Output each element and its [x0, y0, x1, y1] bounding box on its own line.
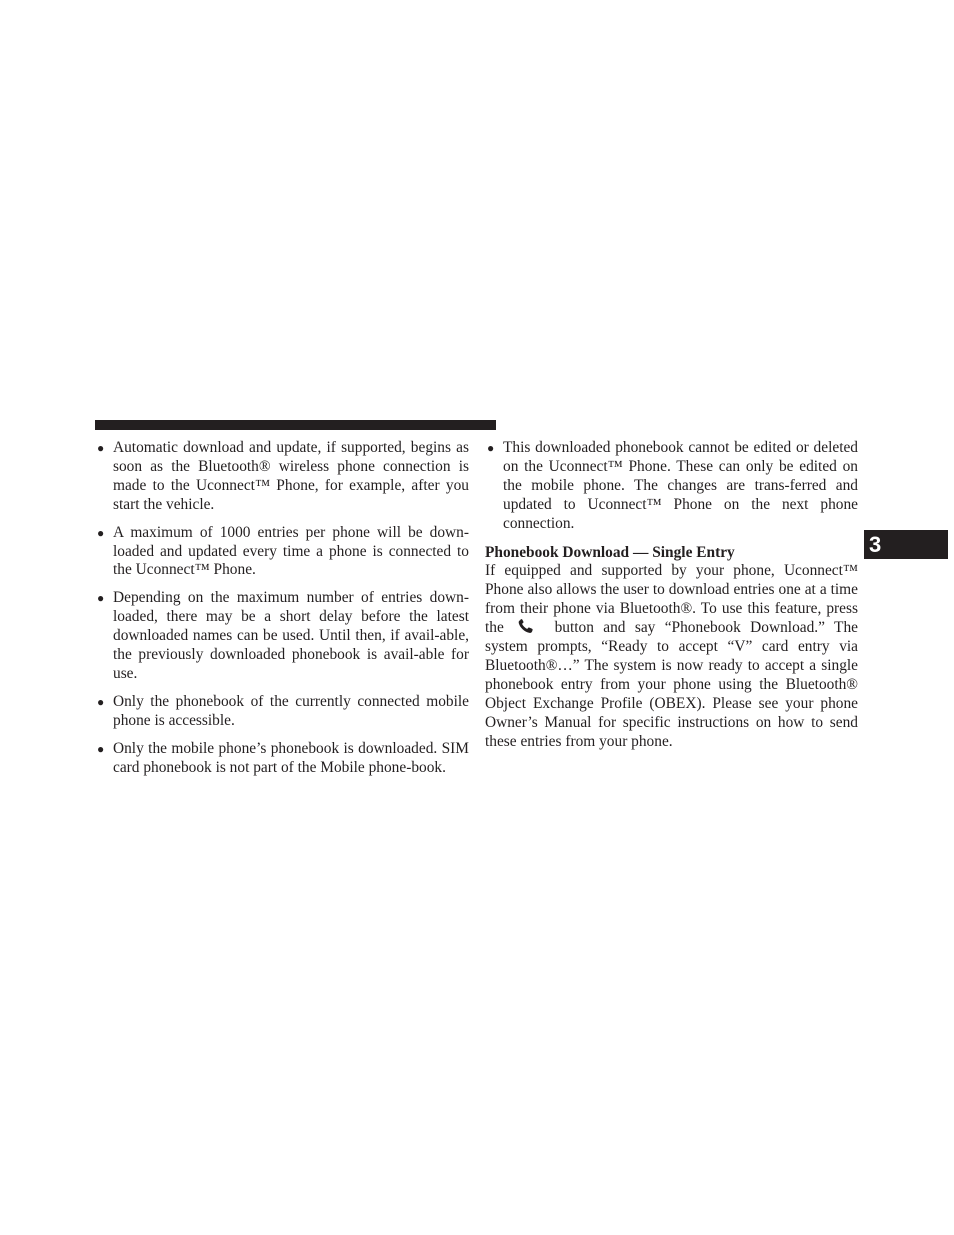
bullet-icon: ● — [487, 441, 495, 455]
paragraph-text-after-icon: button and say “Phonebook Download.” The system prompts, “Ready to accept “V” card entry via Bluetooth®…” The system is now ready to accept a single phonebook entry from your phone using the Bluetooth® Object Exchange Profile (OBEX). Please see your phone Owner’s Manual for specific instructions on how to send these entries from your phone. — [485, 619, 858, 750]
bullet-text: Only the phonebook of the currently connected mobile phone is accessible. — [113, 692, 469, 729]
chapter-tab — [864, 530, 948, 559]
section-heading: Phonebook Download — Single Entry — [485, 543, 735, 561]
right-bullet-list — [485, 439, 858, 534]
paragraph-text-before-icon: If equipped and supported by your phone, Uconnect™ Phone also allows the user to download entries one at a time from their phone via Bluetooth®. To use this feature, press the — [485, 562, 858, 637]
bullet-text: Automatic download and update, if supported, begins as soon as the Bluetooth® wireless phone connection is made to the Uconnect™ Phone, for example, after you start the vehicle. — [113, 439, 469, 513]
bullet-text: Only the mobile phone’s phonebook is downloaded. SIM card phonebook is not part of the Mobile phone-book. — [113, 739, 469, 776]
left-column — [95, 439, 469, 787]
list-item — [485, 439, 858, 534]
list-item — [95, 439, 469, 515]
bullet-text: A maximum of 1000 entries per phone will be down-loaded and updated every time a phone is connected to the Uconnect™ Phone. — [113, 523, 469, 579]
body-paragraph — [485, 562, 858, 751]
bullet-text: Depending on the maximum number of entries down-loaded, there may be a short delay before the latest downloaded names can be used. Until then, if avail-able, the previously downloaded phonebook is avail-able for use. — [113, 589, 469, 682]
bullet-icon: ● — [97, 694, 105, 709]
bullet-icon: ● — [97, 591, 105, 606]
bullet-icon: ● — [97, 741, 105, 756]
right-column — [485, 439, 858, 752]
list-item — [95, 524, 469, 581]
bullet-text: This downloaded phonebook cannot be edited or deleted on the Uconnect™ Phone. These can only be edited on the mobile phone. The changes are trans-ferred and updated to Uconnect™ Phone on the next phone connection. — [503, 439, 858, 532]
list-item — [95, 740, 469, 778]
list-item — [95, 589, 469, 684]
section-rule — [95, 420, 496, 430]
list-item — [95, 693, 469, 731]
chapter-number: 3 — [869, 532, 882, 557]
bullet-icon: ● — [97, 441, 105, 455]
phone-icon — [517, 619, 539, 634]
bullet-icon: ● — [97, 525, 105, 540]
left-bullet-list — [95, 439, 469, 778]
